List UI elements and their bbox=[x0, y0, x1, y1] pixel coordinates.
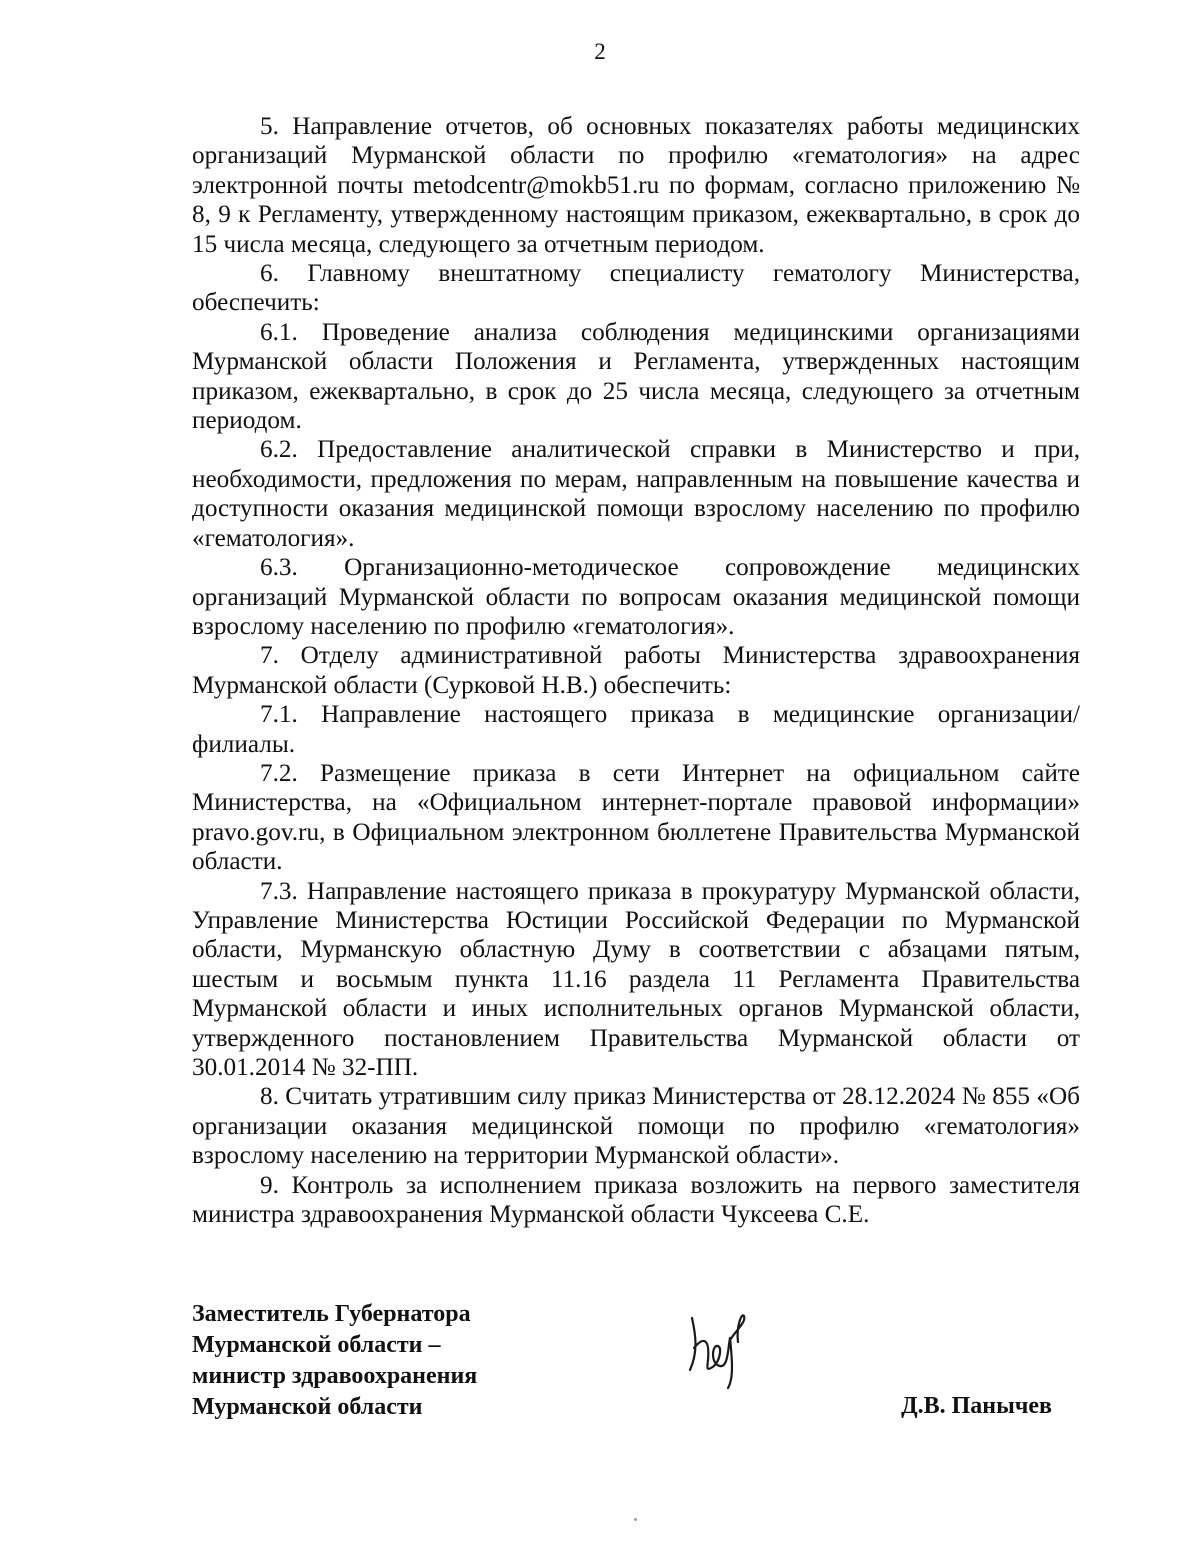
handwritten-signature-icon bbox=[684, 1308, 764, 1390]
signer-position-line: Мурманской области bbox=[192, 1394, 423, 1420]
page-number: 2 bbox=[594, 39, 606, 64]
paragraph-7-2: 7.2. Размещение приказа в сети Интернет на официальном сайте Министерства, на «Официальном интернет-портале правовой информации» pravo.gov.ru, в Официальном электронном бюллетене Правительства Мурманской области. bbox=[192, 759, 1080, 876]
signer-position-line: министр здравоохранения bbox=[192, 1363, 478, 1389]
paragraph-7-3: 7.3. Направление настоящего приказа в прокуратуру Мурманской области, Управление Министерства Юстиции Российской Федерации по Мурманской области, Мурманскую областную Думу в соответствии с абзацами пятым, шестым и восьмым пункта 11.16 раздела 11 Регламента Правительства Мурманской области и иных исполнительных органов Мурманской области, утвержденного постановлением Правительства Мурманской области от 30.01.2014 № 32-ПП. bbox=[192, 877, 1080, 1081]
paragraph-6: 6. Главному внештатному специалисту гематологу Министерства, обеспечить: bbox=[192, 260, 1080, 317]
signer-position bbox=[192, 1299, 552, 1423]
paragraph-6-3: 6.3. Организационно-методическое сопровождение медицинских организаций Мурманской области по вопросам оказания медицинской помощи взрослому населению по профилю «гематология». bbox=[192, 554, 1080, 640]
paragraph-7: 7. Отделу административной работы Министерства здравоохранения Мурманской области (Сурковой Н.В.) обеспечить: bbox=[192, 642, 1080, 699]
scan-artifact bbox=[634, 1518, 637, 1521]
document-body bbox=[192, 112, 1080, 1229]
signer-position-line: Мурманской области – bbox=[192, 1332, 441, 1358]
signer-position-line: Заместитель Губернатора bbox=[192, 1301, 471, 1327]
paragraph-7-1: 7.1. Направление настоящего приказа в медицинские организации/филиалы. bbox=[192, 701, 1080, 758]
paragraph-6-1: 6.1. Проведение анализа соблюдения медицинскими организациями Мурманской области Положения и Регламента, утвержденных настоящим приказом, ежеквартально, в срок до 25 числа месяца, следующего за отчетным периодом. bbox=[192, 318, 1080, 435]
paragraph-5: 5. Направление отчетов, об основных показателях работы медицинских организаций Мурманской области по профилю «гематология» на адрес электронной почты metodcentr@mokb51.ru по формам, согласно приложению № 8, 9 к Регламенту, утвержденному настоящим приказом, ежеквартально, в срок до 15 числа месяца, следующего за отчетным периодом. bbox=[192, 113, 1080, 258]
signer-name: Д.В. Панычев bbox=[901, 1393, 1052, 1419]
paragraph-8: 8. Считать утратившим силу приказ Министерства от 28.12.2024 № 855 «Об организации оказания медицинской помощи по профилю «гематология» взрослому населению на территории Мурманской области». bbox=[192, 1083, 1080, 1170]
paragraph-9: 9. Контроль за исполнением приказа возложить на первого заместителя министра здравоохранения Мурманской области Чуксеева С.Е. bbox=[192, 1171, 1080, 1229]
paragraph-6-2: 6.2. Предоставление аналитической справки в Министерство и при, необходимости, предложения по мерам, направленным на повышение качества и доступности оказания медицинской помощи взрослому населению по профилю «гематология». bbox=[192, 436, 1080, 552]
